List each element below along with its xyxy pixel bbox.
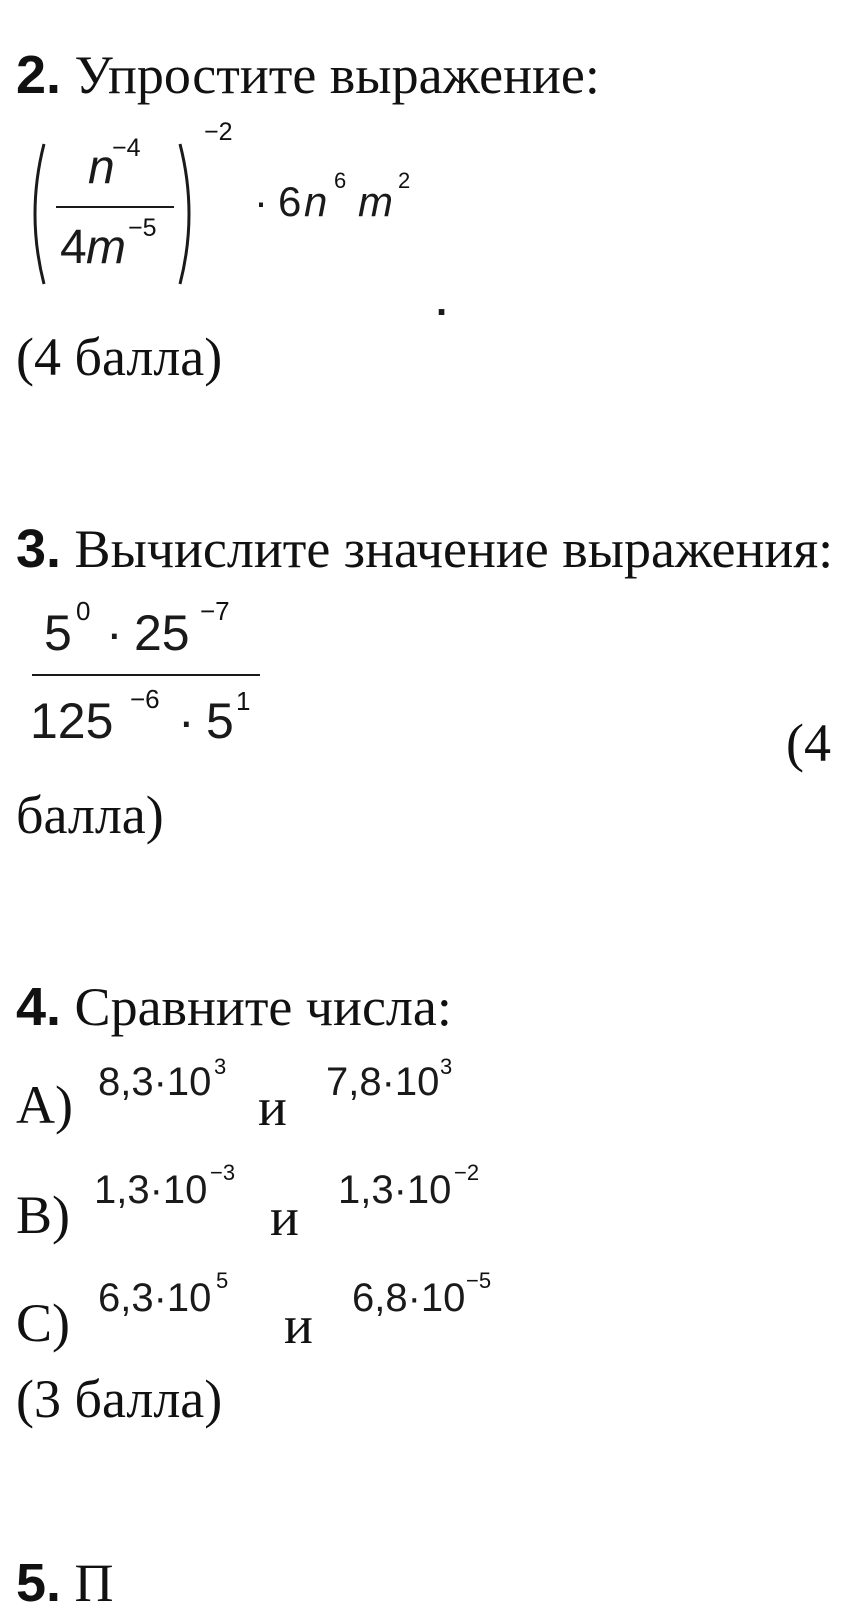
task-3-prompt: Вычислите значение выражения:	[74, 519, 834, 579]
fraction-numerator-base: n	[88, 141, 115, 194]
numerator-first-exponent: 0	[76, 596, 91, 626]
task-2-heading	[16, 45, 600, 105]
n-exponent: 6	[334, 168, 347, 193]
numerator-first-base: 5	[44, 605, 72, 661]
task-2-number: 2.	[16, 45, 62, 105]
task-4-points: (3 балла)	[16, 1369, 223, 1429]
row-c-and: и	[284, 1295, 313, 1355]
right-parenthesis	[176, 140, 200, 288]
row-c-left-mantissa: 6,3·10	[98, 1276, 212, 1320]
denominator-second-base: 5	[206, 693, 234, 749]
n-base: n	[304, 178, 328, 225]
task-5-number: 5.	[16, 1553, 62, 1613]
row-a-right-exponent: 3	[440, 1054, 453, 1079]
task-4-heading	[16, 977, 452, 1037]
numerator-second-base: 25	[134, 605, 190, 661]
denominator-first-exponent: −6	[130, 684, 160, 714]
task-5-heading	[16, 1553, 114, 1613]
task-4-number: 4.	[16, 977, 62, 1037]
fraction-bar	[56, 206, 174, 208]
task-4-prompt: Сравните числа:	[74, 977, 452, 1037]
row-c-left-exponent: 5	[216, 1268, 229, 1293]
task-5-prompt: П	[74, 1553, 114, 1613]
row-b-label: B)	[16, 1185, 70, 1245]
row-c-label: C)	[16, 1293, 70, 1353]
coefficient: 6	[278, 178, 302, 225]
row-b-and: и	[270, 1187, 299, 1247]
row-b-right-mantissa: 1,3·10	[338, 1168, 452, 1212]
task-3-number: 3.	[16, 519, 62, 579]
numerator-second-exponent: −7	[200, 596, 230, 626]
multiplication-dot: ·	[254, 178, 268, 225]
task-3-fraction-bar	[32, 674, 260, 676]
task-3-points-part1: (4	[786, 713, 831, 773]
row-a-right-mantissa: 7,8·10	[326, 1060, 440, 1104]
row-b-left-exponent: −3	[210, 1160, 236, 1185]
row-a-left-mantissa: 8,3·10	[98, 1060, 212, 1104]
task-2-prompt: Упростите выражение:	[74, 45, 600, 105]
fraction-denominator-base: m	[86, 221, 126, 274]
row-a-left-exponent: 3	[214, 1054, 227, 1079]
left-parenthesis	[24, 140, 48, 288]
outer-exponent: −2	[204, 118, 233, 146]
denominator-second-exponent: 1	[236, 686, 251, 716]
fraction-denominator-exponent: −5	[128, 214, 157, 242]
trailing-dot: .	[436, 280, 448, 324]
task-3-points-part2: балла)	[16, 785, 164, 845]
fraction-denominator-coefficient: 4	[60, 221, 87, 274]
denominator-first-base: 125	[30, 693, 114, 749]
row-c-right-mantissa: 6,8·10	[352, 1276, 466, 1320]
row-b-right-exponent: −2	[454, 1160, 480, 1185]
m-exponent: 2	[398, 168, 411, 193]
denominator-dot: ·	[178, 693, 195, 749]
row-a-label: A)	[16, 1075, 73, 1135]
task-3-heading	[16, 519, 834, 579]
m-base: m	[358, 178, 393, 225]
row-a-and: и	[258, 1077, 287, 1137]
row-c-right-exponent: −5	[466, 1268, 492, 1293]
task-2-points: (4 балла)	[16, 327, 223, 387]
row-b-left-mantissa: 1,3·10	[94, 1168, 208, 1212]
fraction-numerator-exponent: −4	[112, 134, 141, 162]
numerator-dot: ·	[106, 605, 123, 661]
